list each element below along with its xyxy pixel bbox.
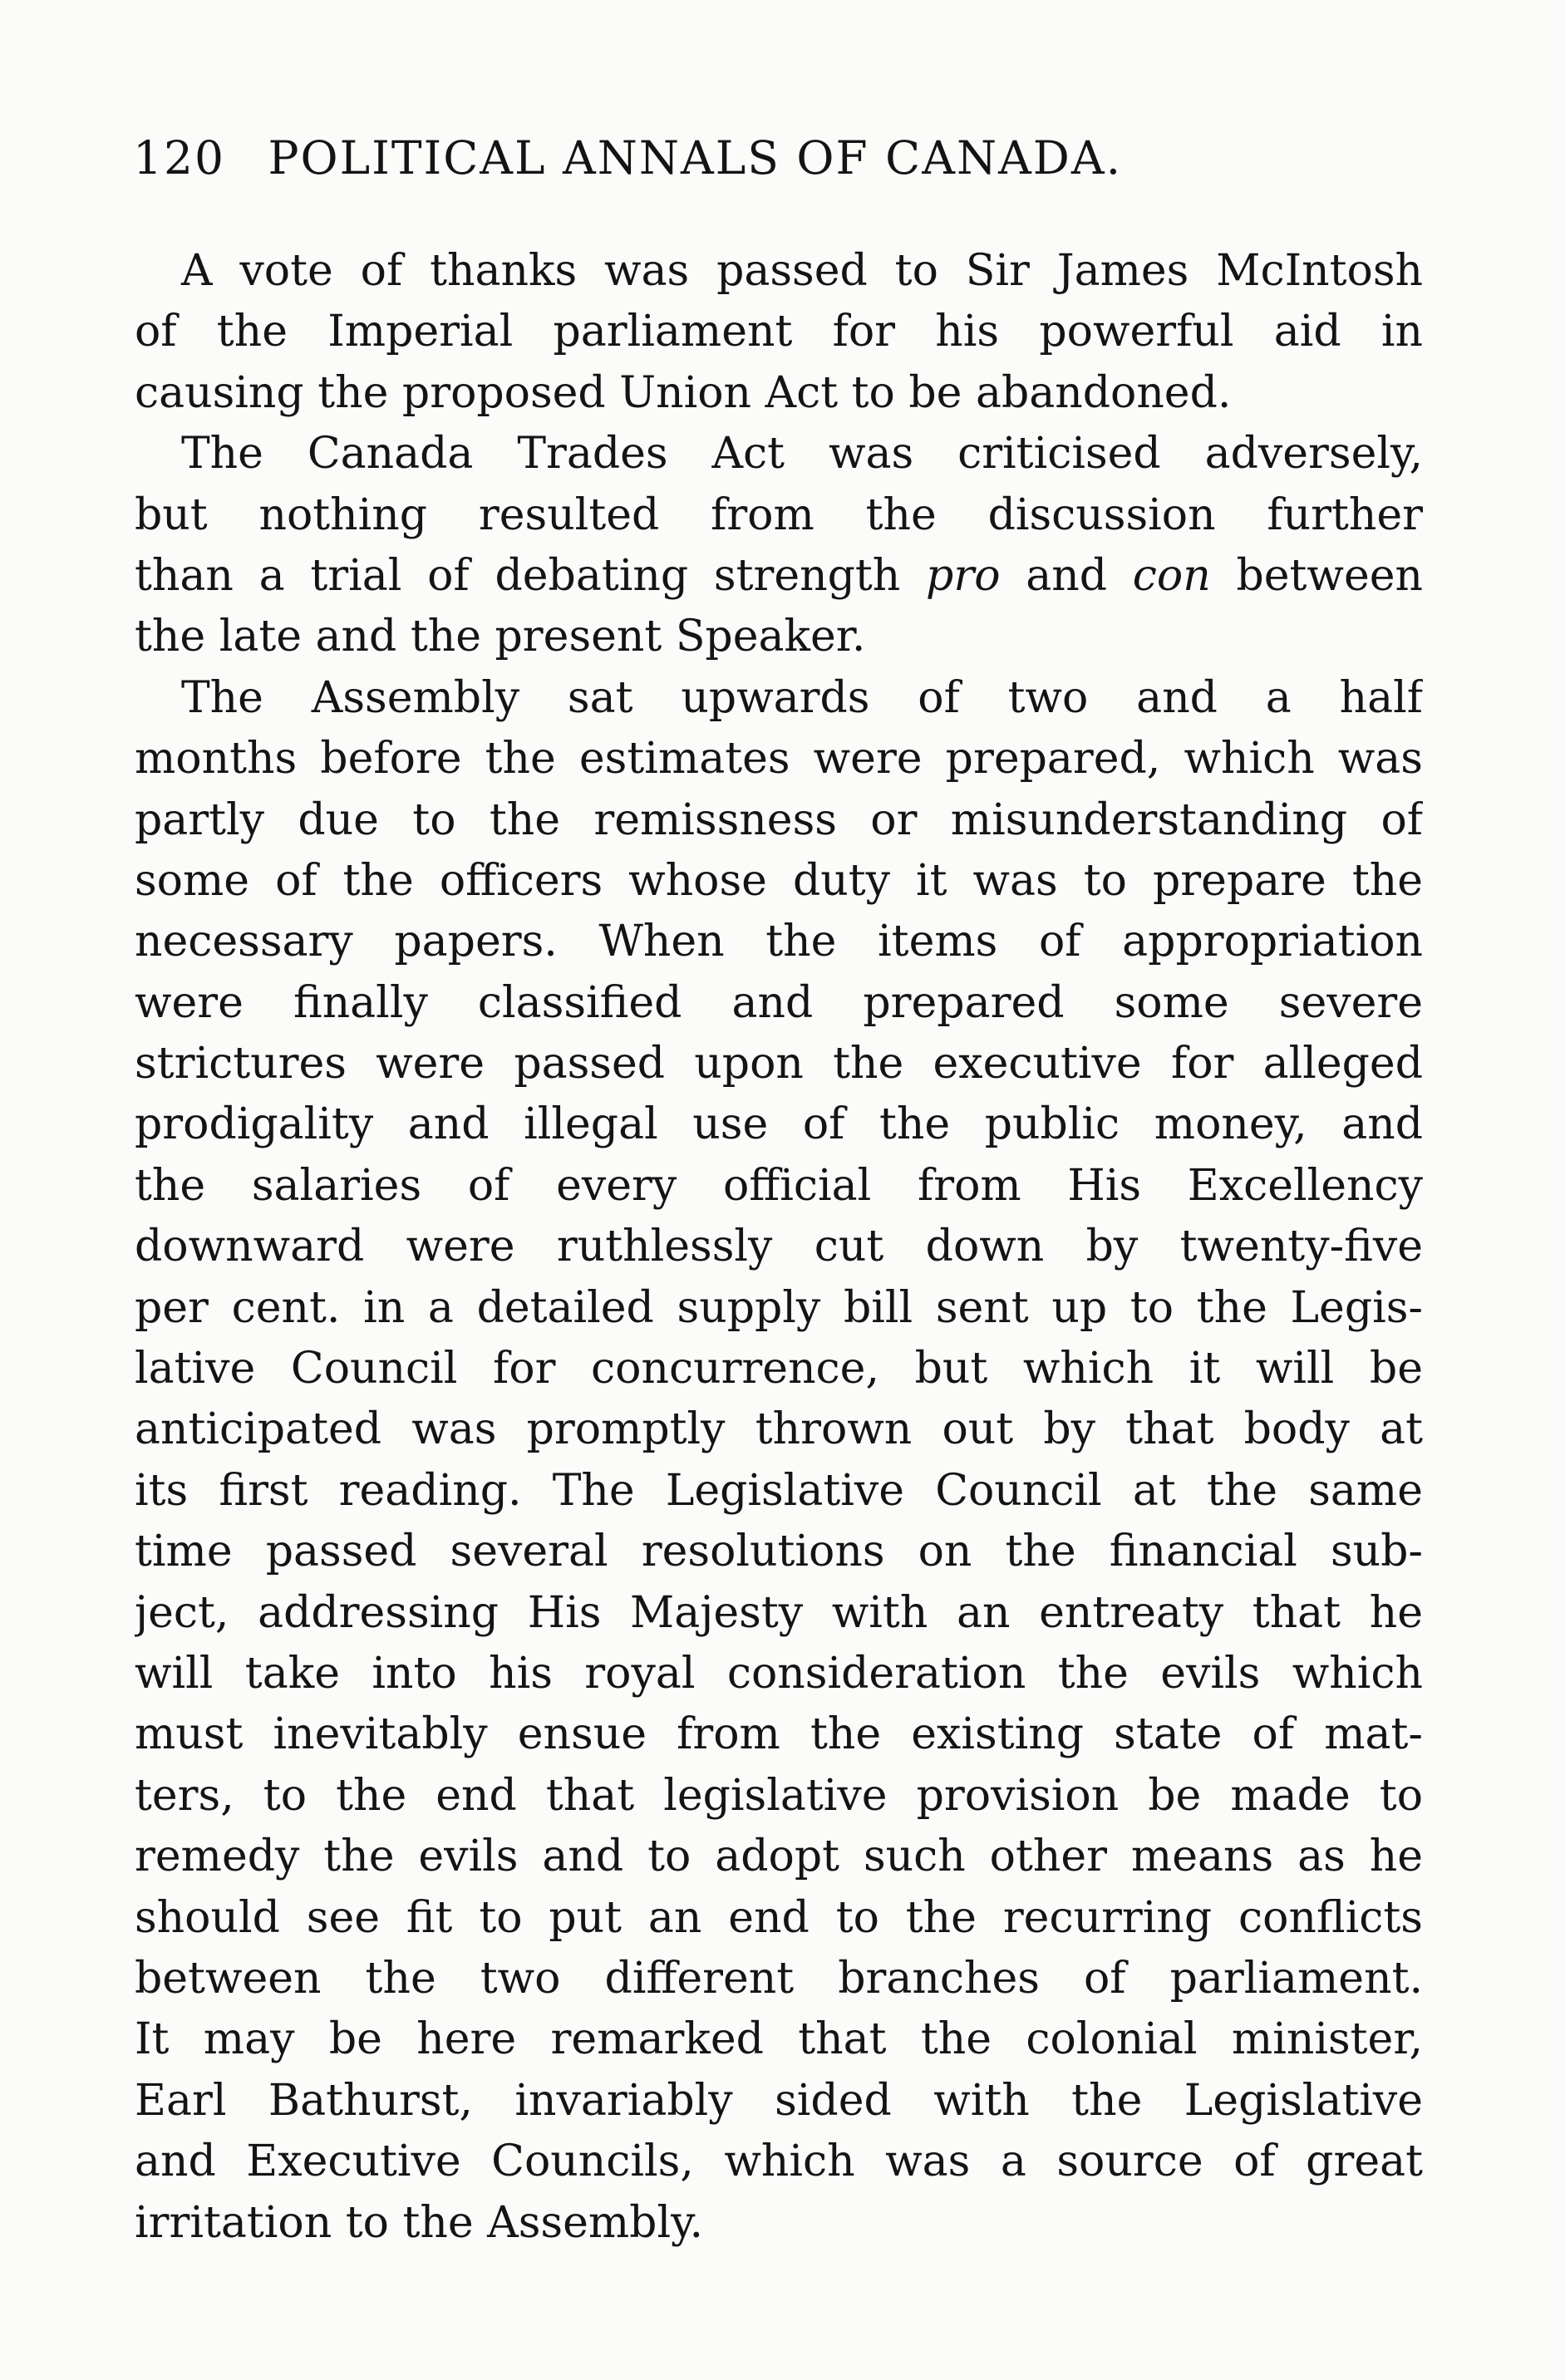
text-line: A vote of thanks was passed to Sir James McIntosh: [181, 246, 1423, 296]
text-line: lative Council for concurrence, but which it will be: [135, 1344, 1423, 1394]
text-line: months before the estimates were prepared, which was: [135, 734, 1423, 784]
text-line: but nothing resulted from the discussion further: [135, 489, 1423, 540]
text-line: should see fit to put an end to the recurring conflicts: [135, 1892, 1423, 1943]
page-number: 120: [133, 131, 225, 184]
text-line: its first reading. The Legislative Council at the same: [135, 1465, 1423, 1516]
italic-text: pro: [926, 550, 1001, 601]
text-line: The Canada Trades Act was criticised adversely,: [181, 429, 1423, 479]
text-line: of the Imperial parliament for his powerful aid in: [135, 307, 1423, 357]
text-line: The Assembly sat upwards of two and a half: [181, 672, 1423, 723]
text-line: [135, 546, 1423, 607]
text-line: the late and the present Speaker.: [135, 612, 866, 662]
text-line: will take into his royal consideration the evils which: [135, 1648, 1423, 1699]
text-line: per cent. in a detailed supply bill sent up to the Legis-: [135, 1282, 1423, 1333]
text-run: between: [1210, 550, 1423, 601]
text-line: strictures were passed upon the executive for alleged: [135, 1039, 1423, 1089]
text-run: and: [1000, 550, 1133, 601]
text-line: partly due to the remissness or misunderstanding of: [135, 794, 1423, 845]
text-line: It may be here remarked that the colonial minister,: [135, 2014, 1423, 2065]
text-line: ject, addressing His Majesty with an entreaty that he: [135, 1587, 1423, 1638]
text-line: downward were ruthlessly cut down by twenty-five: [135, 1222, 1423, 1272]
text-run: than a trial of debating strength: [135, 550, 927, 601]
running-header: [133, 125, 1430, 191]
text-line: and Executive Councils, which was a source of great: [135, 2137, 1423, 2187]
text-line: necessary papers. When the items of appropriation: [135, 917, 1423, 967]
text-line: the salaries of every official from His Excellency: [135, 1160, 1423, 1211]
text-line: some of the officers whose duty it was to prepare the: [135, 855, 1423, 906]
body-text: [135, 241, 1423, 2319]
text-line: were finally classified and prepared some severe: [135, 977, 1423, 1028]
text-line: time passed several resolutions on the financial sub-: [135, 1527, 1423, 1577]
text-line: Earl Bathurst, invariably sided with the Legislative: [135, 2075, 1423, 2126]
text-line: anticipated was promptly thrown out by that body at: [135, 1404, 1423, 1455]
text-line: causing the proposed Union Act to be abandoned.: [135, 367, 1232, 418]
running-title: POLITICAL ANNALS OF CANADA.: [268, 131, 1123, 184]
text-line: remedy the evils and to adopt such other means as he: [135, 1832, 1423, 1882]
text-line: ters, to the end that legislative provision be made to: [135, 1770, 1423, 1821]
text-line: between the two different branches of parliament.: [135, 1953, 1423, 2004]
text-line: must inevitably ensue from the existing state of mat-: [135, 1709, 1423, 1760]
text-line: prodigality and illegal use of the public money, and: [135, 1099, 1423, 1150]
text-line: irritation to the Assembly.: [135, 2197, 704, 2248]
italic-text: con: [1132, 550, 1211, 601]
